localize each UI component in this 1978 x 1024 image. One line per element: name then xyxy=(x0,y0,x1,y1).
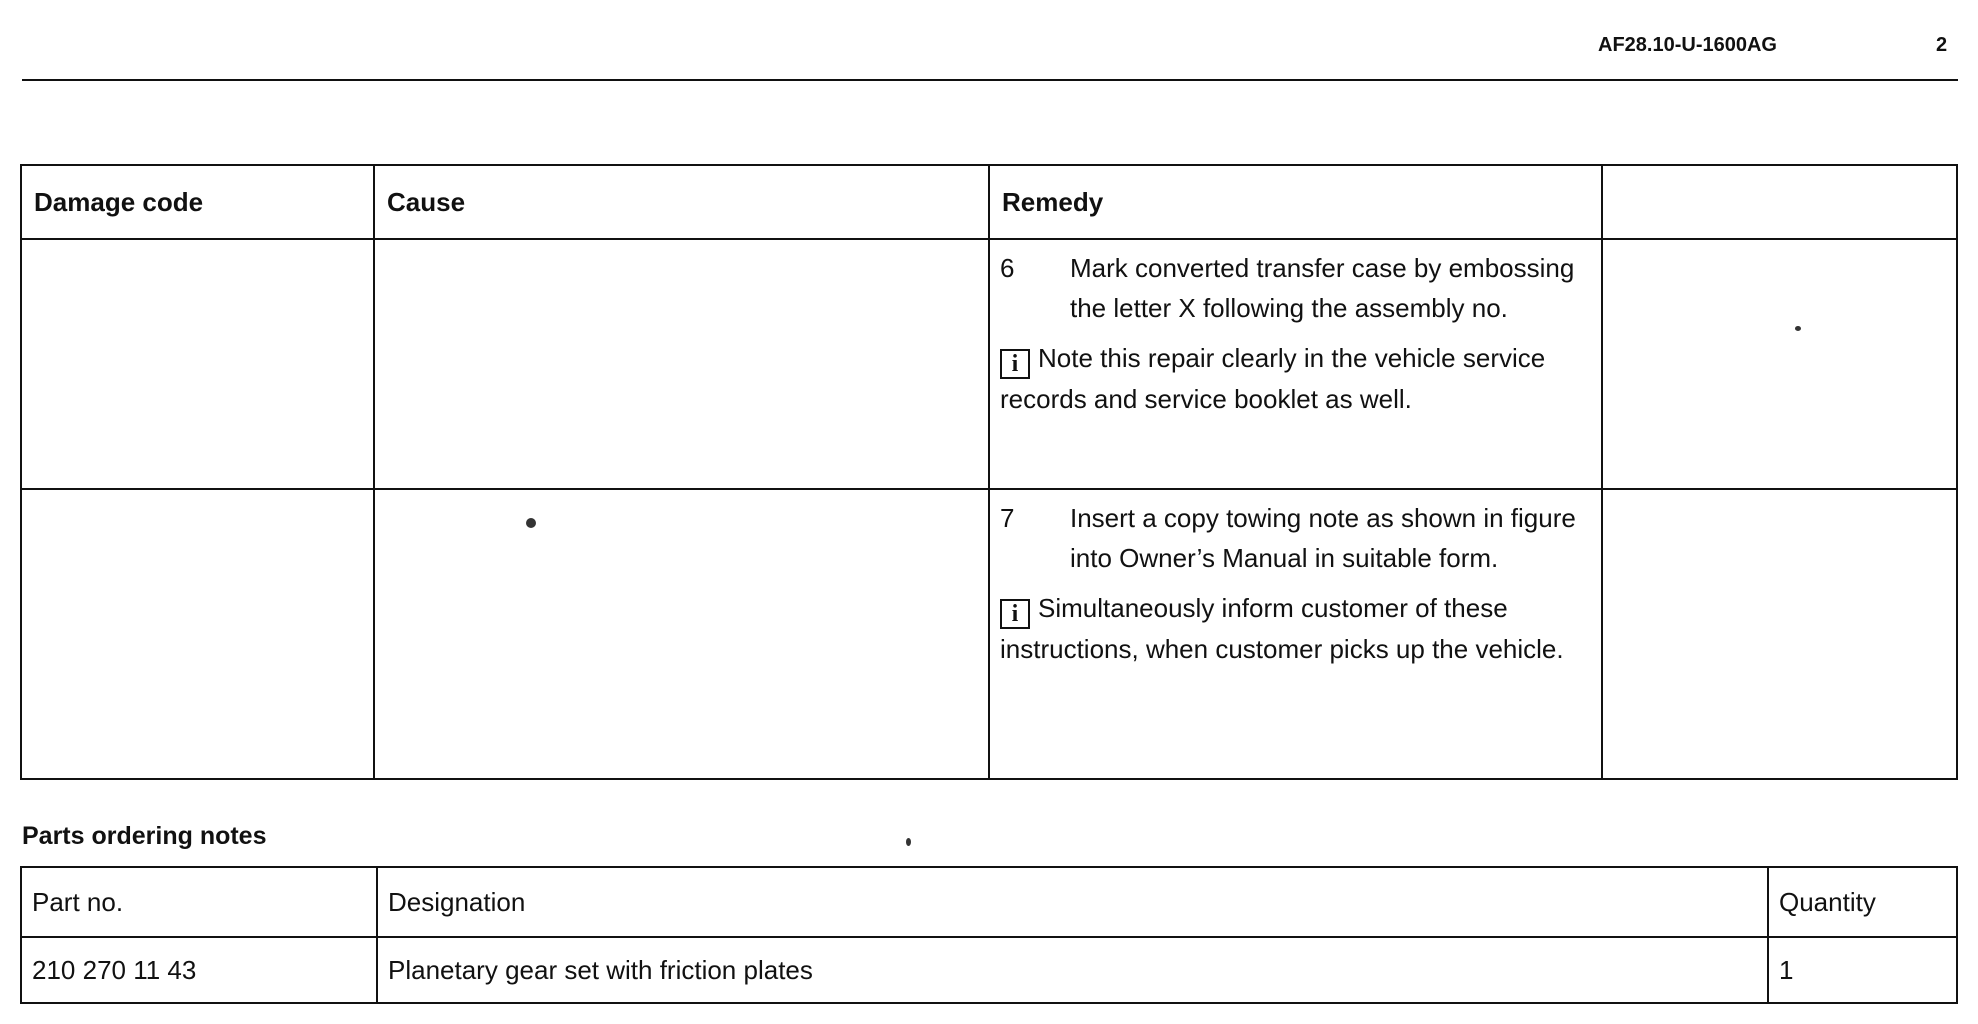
col-blank xyxy=(1602,165,1957,239)
info-icon: i xyxy=(1000,599,1030,629)
remedy-note xyxy=(1000,588,1591,669)
note-text: Simultaneously inform customer of these instructions, when customer picks up the vehicle. xyxy=(1000,593,1564,664)
damage-code-cell xyxy=(21,489,374,779)
doc-code: AF28.10-U-1600AG xyxy=(1598,34,1777,56)
page-number: 2 xyxy=(1936,34,1948,56)
designation-cell: Planetary gear set with friction plates xyxy=(377,937,1768,1003)
table-row xyxy=(21,489,1957,779)
blank-cell xyxy=(1602,489,1957,779)
remedy-note xyxy=(1000,338,1591,419)
table-row xyxy=(21,937,1957,1003)
remedy-cell xyxy=(989,489,1602,779)
step-number: 6 xyxy=(1000,253,1015,283)
remedy-step xyxy=(1000,248,1591,328)
col-cause: Cause xyxy=(374,165,989,239)
scan-speck xyxy=(1795,326,1801,331)
remedy-step xyxy=(1000,498,1591,578)
damage-table-header xyxy=(21,165,1957,239)
scan-speck xyxy=(906,838,911,846)
col-designation: Designation xyxy=(377,867,1768,937)
col-quantity: Quantity xyxy=(1768,867,1957,937)
blank-cell xyxy=(1602,239,1957,489)
parts-ordering-title: Parts ordering notes xyxy=(22,822,267,850)
step-text: Insert a copy towing note as shown in figure into Owner’s Manual in suitable form. xyxy=(1070,503,1576,573)
note-text: Note this repair clearly in the vehicle service records and service booklet as well. xyxy=(1000,343,1546,414)
remedy-cell xyxy=(989,239,1602,489)
parts-table xyxy=(20,866,1958,1004)
header-rule xyxy=(22,79,1958,81)
cause-cell xyxy=(374,239,989,489)
info-icon: i xyxy=(1000,349,1030,379)
part-no-cell: 210 270 11 43 xyxy=(21,937,377,1003)
col-damage-code: Damage code xyxy=(21,165,374,239)
col-remedy: Remedy xyxy=(989,165,1602,239)
cause-cell xyxy=(374,489,989,779)
damage-table xyxy=(20,164,1958,780)
step-number: 7 xyxy=(1000,503,1015,533)
scan-speck xyxy=(526,518,536,528)
parts-table-header xyxy=(21,867,1957,937)
col-part-no: Part no. xyxy=(21,867,377,937)
table-row xyxy=(21,239,1957,489)
damage-code-cell xyxy=(21,239,374,489)
quantity-cell: 1 xyxy=(1768,937,1957,1003)
step-text: Mark converted transfer case by embossing the letter X following the assembly no. xyxy=(1070,253,1575,323)
